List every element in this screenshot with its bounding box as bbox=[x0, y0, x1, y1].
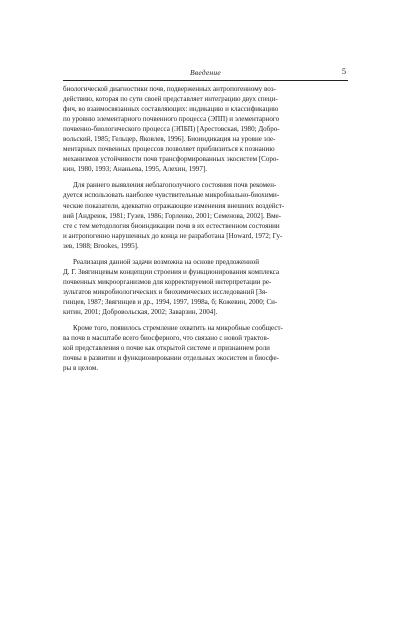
text-line: Для раннего выявления неблагополучного состояния почв рекомен- bbox=[73, 181, 277, 190]
text-line: Кроме того, появилось стремление охватить на микробные сообщест- bbox=[73, 324, 283, 333]
text-line: механизмов устойчивости почв трансформированных экосистем [Соро- bbox=[63, 155, 279, 164]
paragraph-4 bbox=[63, 323, 348, 373]
text-line: почвы в развитии и функционировании отдельных экосистем и биосфе- bbox=[63, 354, 279, 363]
text-line: по уровню элементарного почвенного процесса (ЭПП) и элементарного bbox=[63, 115, 280, 124]
text-line: зев, 1988; Brookes, 1995]. bbox=[63, 241, 139, 250]
page-number: 5 bbox=[341, 67, 346, 76]
text-line: почвенных микроорганизмов для корректируемой интерпретации ре- bbox=[63, 277, 272, 286]
text-line: вий [Андреюк, 1981; Гузев, 1986; Горленко, 2001; Семенова, 2002]. Вме- bbox=[63, 211, 282, 220]
running-header-title: Введение bbox=[190, 68, 221, 77]
paragraph-2 bbox=[63, 180, 348, 250]
text-line: китин, 2001; Добровольская, 2002; Заварзин, 2004]. bbox=[63, 307, 218, 316]
text-line: кой представления о почве как открытой системе и признанием роли bbox=[63, 344, 270, 353]
text-line: кин, 1980, 1993; Ананьева, 1995, Алехин, 1997]. bbox=[63, 165, 207, 174]
text-line: Реализация данной задачи возможна на основе предложенной bbox=[73, 257, 260, 266]
text-line: ческие показатели, адекватно отражающие изменения внешних воздейст- bbox=[63, 201, 285, 210]
text-line: вольский, 1985; Гельцер, Яковлев, 1996]. Биоиндикация на уровне эле- bbox=[63, 135, 276, 144]
text-line: ва почв в масштабе всего биосферного, что связано с новой трактов- bbox=[63, 334, 270, 343]
running-header bbox=[63, 68, 348, 81]
text-line: Д. Г. Звягинцевым концепции строения и функционирования комплекса bbox=[63, 267, 280, 276]
text-line: ментарных почвенных процессов позволяет приблизиться к познанию bbox=[63, 145, 275, 154]
text-line: биологической диагностики почв, подверженных антропогенному воз- bbox=[63, 85, 276, 93]
paragraph-3 bbox=[63, 257, 348, 317]
text-line: зультатов микробиологических и биохимических исследований [Зя- bbox=[63, 287, 268, 296]
text-line: гинцев, 1987; Звягинцев и др., 1994, 1997, 1998а, б; Кожевин, 2000; Си- bbox=[63, 297, 278, 306]
book-page bbox=[63, 68, 348, 379]
text-line: дуется использовать наиболее чувствительные микробиально-биохими- bbox=[63, 191, 280, 200]
text-line: и антропогенно нарушенных до конца не разработана [Howard, 1972; Гу- bbox=[63, 231, 283, 240]
text-line: фич, во взаимосвязанных составляющих: индикацию и классификацию bbox=[63, 105, 279, 114]
text-line: сте с тем методология биоиндикации почв в их естественном состоянии bbox=[63, 221, 280, 230]
paragraph-1 bbox=[63, 84, 348, 174]
text-line: действию, которая по сути своей представляет интеграцию двух специ- bbox=[63, 95, 278, 104]
text-line: ры в целом. bbox=[63, 364, 99, 373]
text-line: почвенно-биологического процесса (ЭПБП) [Арестовская, 1980; Добро- bbox=[63, 125, 280, 134]
